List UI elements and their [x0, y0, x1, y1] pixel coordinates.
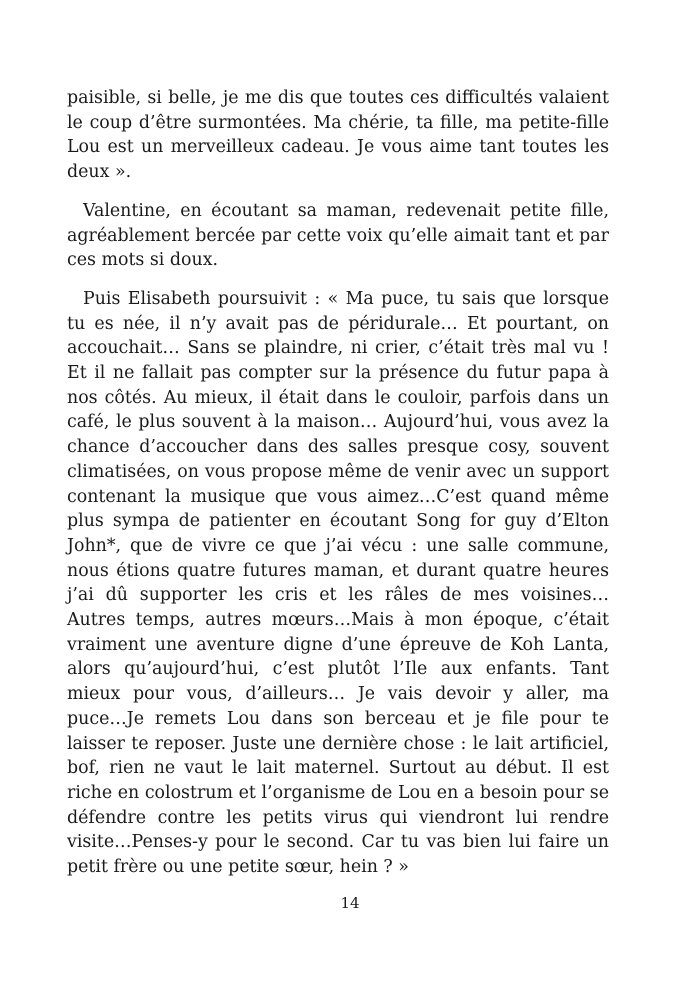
page-number: 14 [340, 894, 360, 912]
paragraph-elisabeth: Puis Elisabeth poursuivit : « Ma puce, tu sais que lorsque tu es née, il n’y avait pas de péridurale… Et pourtant, on accouchait… Sans se plaindre, ni crier, c’était très mal vu ! Et il ne fallait pas compter sur la présence du futur papa à nos côtés. Au mieux, il était dans le couloir, parfois dans un café, le plus souvent à la maison… Aujourd’hui, vous avez la chance d’accoucher dans des salles presque cosy, souvent climatisées, on vous propose même de venir avec un support contenant la musique que vous aimez…C’est quand même plus sympa de patienter en écoutant Song for guy d’Elton John*, que de vivre ce que j’ai vécu : une salle commune, nous étions quatre futures maman, et durant quatre heures j’ai dû supporter les cris et les râles de mes voisines… Autres temps, autres mœurs…Mais à mon époque, c’était vraiment une aventure digne d’une épreuve de Koh Lanta, alors qu’aujourd’hui, c’est plutôt l’Ile aux enfants. Tant mieux pour vous, d’ailleurs… Je vais devoir y aller, ma puce…Je remets Lou dans son berceau et je file pour te laisser te reposer. Juste une dernière chose : le lait artificiel, bof, rien ne vaut le lait maternel. Surtout au début. Il est riche en colostrum et l’organisme de Lou en a besoin pour se défendre contre les petits virus qui viendront lui rendre visite…Penses-y pour le second. Car tu vas bien lui faire un petit frère ou une petite sœur, hein ? » [67, 288, 609, 878]
page-body [67, 86, 609, 894]
paragraph-continuation: paisible, si belle, je me dis que toutes ces difficultés valaient le coup d’être surmontées. Ma chérie, ta fille, ma petite-fille Lou est un merveilleux cadeau. Je vous aime tant toutes les deux ». [67, 88, 609, 183]
paragraph-valentine: Valentine, en écoutant sa maman, redevenait petite fille, agréablement bercée par cette voix qu’elle aimait tant et par ces mots si doux. [67, 200, 609, 271]
